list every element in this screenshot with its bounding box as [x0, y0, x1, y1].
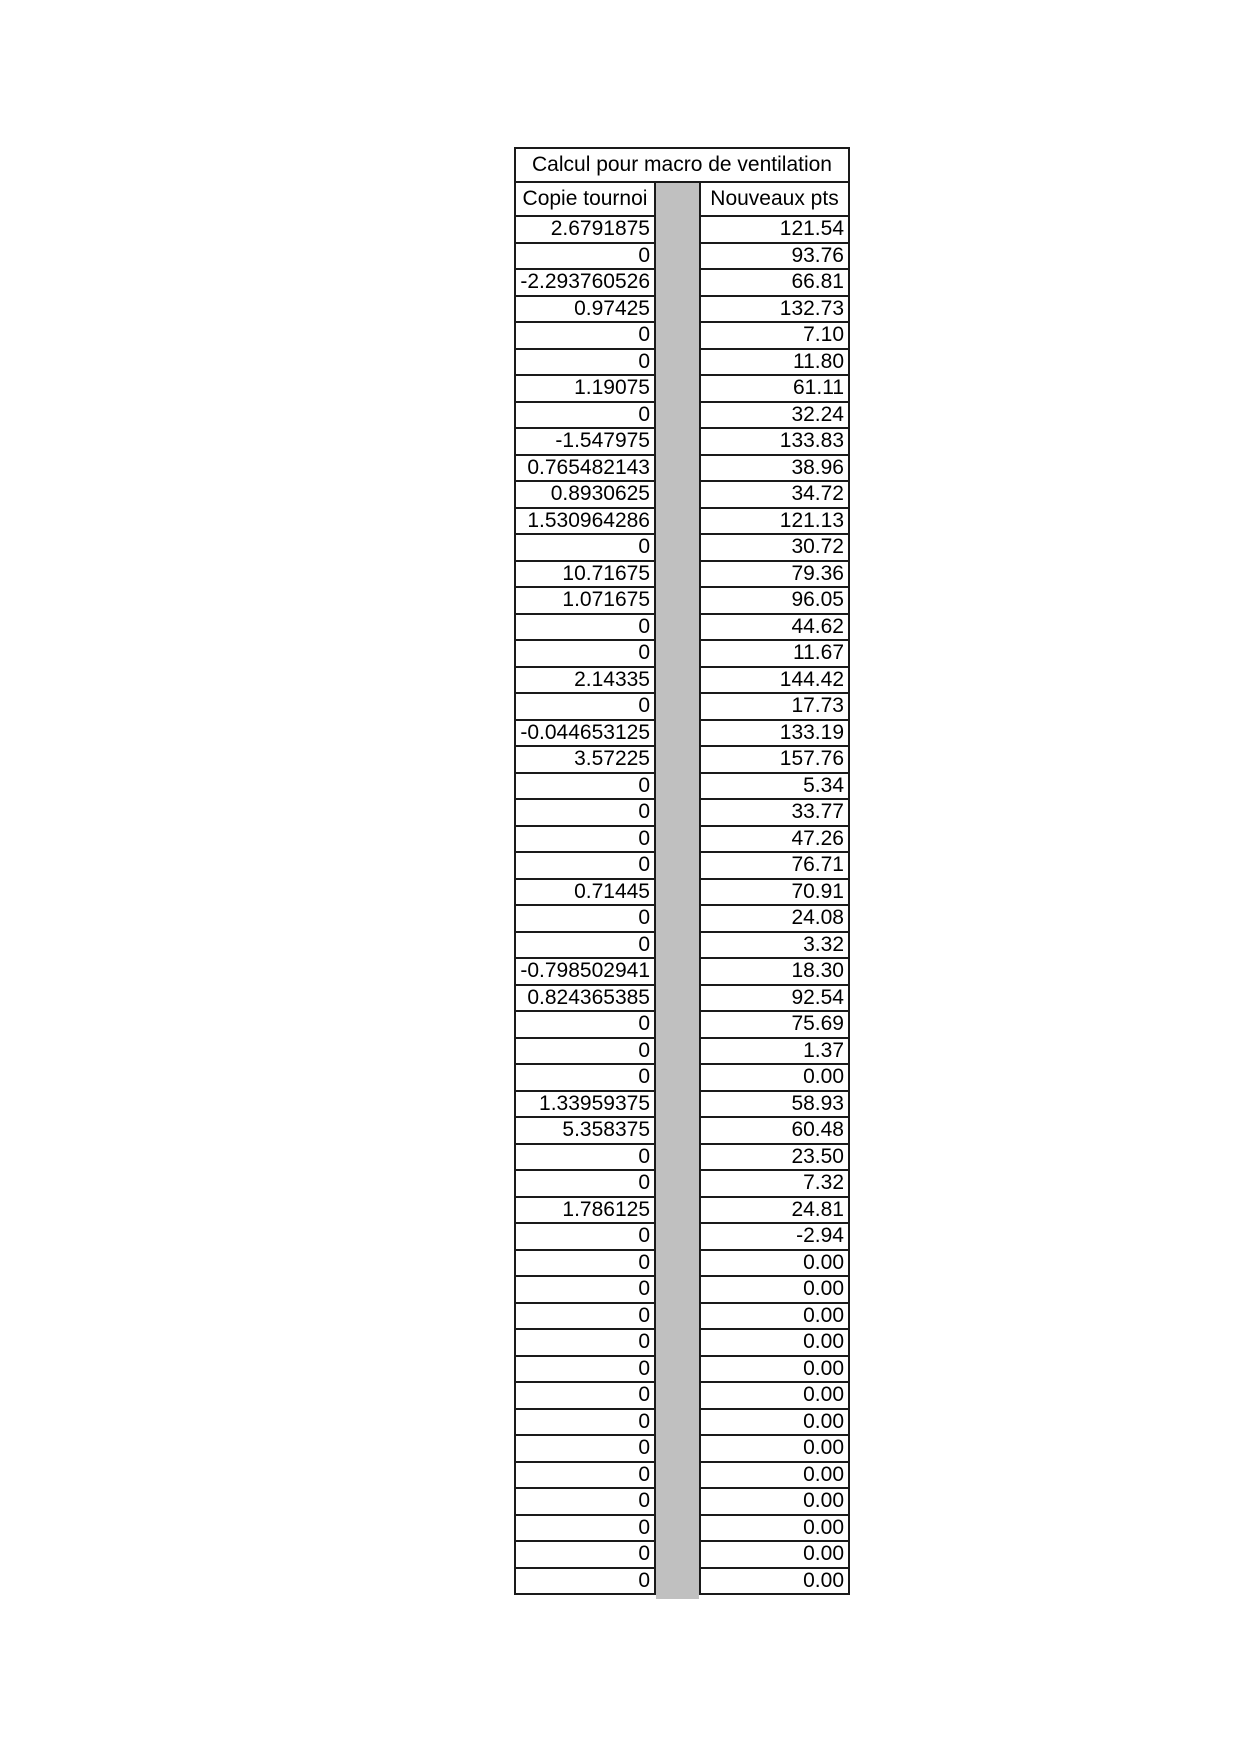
left-value-cell: 0: [516, 1171, 654, 1198]
right-value-cell: 24.08: [701, 906, 848, 933]
left-value-cell: 0: [516, 1251, 654, 1278]
left-value-cell: -1.547975: [516, 429, 654, 456]
left-value-cell: 0: [516, 1145, 654, 1172]
left-value-cell: 2.14335: [516, 668, 654, 695]
right-value-cell: 144.42: [701, 668, 848, 695]
right-value-cell: 92.54: [701, 986, 848, 1013]
right-value-cell: 133.19: [701, 721, 848, 748]
left-value-cell: 0: [516, 1224, 654, 1251]
left-value-cell: -0.044653125: [516, 721, 654, 748]
left-value-cell: 0: [516, 1383, 654, 1410]
left-value-cell: 0: [516, 350, 654, 377]
right-value-cell: 0.00: [701, 1463, 848, 1490]
left-value-cell: 0: [516, 694, 654, 721]
left-value-cell: 0: [516, 1065, 654, 1092]
right-value-cell: 70.91: [701, 880, 848, 907]
right-value-cell: 0.00: [701, 1410, 848, 1437]
right-value-cell: 32.24: [701, 403, 848, 430]
right-value-cell: 5.34: [701, 774, 848, 801]
left-value-cell: 3.57225: [516, 747, 654, 774]
right-value-cell: 58.93: [701, 1092, 848, 1119]
left-value-cell: 0: [516, 1277, 654, 1304]
left-value-cell: 0: [516, 244, 654, 271]
right-value-cell: 61.11: [701, 376, 848, 403]
right-value-cell: 33.77: [701, 800, 848, 827]
right-value-cell: 7.32: [701, 1171, 848, 1198]
left-value-cell: 1.33959375: [516, 1092, 654, 1119]
nouveaux-pts-column: [699, 181, 850, 1595]
left-value-cell: 1.530964286: [516, 509, 654, 536]
right-value-cell: 60.48: [701, 1118, 848, 1145]
right-value-cell: -2.94: [701, 1224, 848, 1251]
right-value-cell: 0.00: [701, 1516, 848, 1543]
left-value-cell: 0: [516, 403, 654, 430]
right-value-cell: 18.30: [701, 959, 848, 986]
table-columns: [514, 181, 850, 1595]
ventilation-table: [514, 147, 850, 1595]
right-value-cell: 79.36: [701, 562, 848, 589]
left-value-cell: 0: [516, 1039, 654, 1066]
left-column-header: Copie tournoi: [516, 183, 654, 217]
right-value-cell: 132.73: [701, 297, 848, 324]
right-value-cell: 0.00: [701, 1277, 848, 1304]
right-value-cell: 0.00: [701, 1330, 848, 1357]
left-value-cell: 0: [516, 774, 654, 801]
left-value-cell: 0: [516, 906, 654, 933]
right-value-cell: 0.00: [701, 1383, 848, 1410]
left-value-cell: 0: [638, 1568, 650, 1592]
right-value-cell: 38.96: [701, 456, 848, 483]
right-value-cell: 30.72: [701, 535, 848, 562]
left-value-cell: 0.97425: [516, 297, 654, 324]
left-value-cell: 0: [516, 1516, 654, 1543]
left-value-cell: 0.824365385: [516, 986, 654, 1013]
separator-column: [656, 181, 699, 1599]
left-value-cell: 5.358375: [516, 1118, 654, 1145]
copie-tournoi-column: [514, 181, 656, 1595]
right-value-cell: 133.83: [701, 429, 848, 456]
right-value-cell: 17.73: [701, 694, 848, 721]
right-value-cell: 23.50: [701, 1145, 848, 1172]
right-value-cell: 0.00: [701, 1542, 848, 1569]
left-value-cell: 0: [516, 800, 654, 827]
right-value-cell: 0.00: [701, 1304, 848, 1331]
right-value-cell: 11.80: [701, 350, 848, 377]
left-value-cell: 0: [516, 853, 654, 880]
right-value-cell: 1.37: [701, 1039, 848, 1066]
left-value-cell: 0.765482143: [516, 456, 654, 483]
right-column-header: Nouveaux pts: [701, 183, 848, 217]
right-value-cell: 0.00: [701, 1251, 848, 1278]
right-value-cell: 66.81: [701, 270, 848, 297]
right-value-cell: 24.81: [701, 1198, 848, 1225]
right-value-cell: 157.76: [701, 747, 848, 774]
left-value-cell: -2.293760526: [516, 270, 654, 297]
right-value-cell: 0.00: [803, 1568, 844, 1592]
right-value-cell: 0.00: [701, 1065, 848, 1092]
right-value-cell: 11.67: [701, 641, 848, 668]
left-value-cell: 0: [516, 1489, 654, 1516]
left-value-cell: -0.798502941: [516, 959, 654, 986]
left-value-cell: 0: [516, 1463, 654, 1490]
left-value-cell: 10.71675: [516, 562, 654, 589]
right-value-cell: 121.54: [701, 217, 848, 244]
right-value-cell: 96.05: [701, 588, 848, 615]
right-value-cell: 0.00: [701, 1436, 848, 1463]
right-value-cell: 0.00: [701, 1489, 848, 1516]
left-value-cell: 0: [516, 535, 654, 562]
right-value-cell: 34.72: [701, 482, 848, 509]
right-value-cell: 121.13: [701, 509, 848, 536]
right-value-cell: 93.76: [701, 244, 848, 271]
left-value-cell: 0.8930625: [516, 482, 654, 509]
left-value-cell: 0: [516, 827, 654, 854]
left-value-cell: 1.786125: [516, 1198, 654, 1225]
left-column-rows: [516, 217, 654, 1593]
left-value-cell: 0: [516, 933, 654, 960]
table-title: Calcul pour macro de ventilation: [514, 147, 850, 181]
left-value-cell: 0.71445: [516, 880, 654, 907]
left-value-cell: 0: [516, 1330, 654, 1357]
right-value-cell: 3.32: [701, 933, 848, 960]
left-value-cell: 0: [516, 615, 654, 642]
left-value-cell: 0: [516, 1357, 654, 1384]
left-value-cell: 0: [516, 1542, 654, 1569]
left-value-cell: 0: [516, 1410, 654, 1437]
left-value-cell: 0: [516, 1012, 654, 1039]
right-value-cell: 47.26: [701, 827, 848, 854]
left-value-cell: 1.19075: [516, 376, 654, 403]
right-value-cell: 75.69: [701, 1012, 848, 1039]
right-value-cell: 7.10: [701, 323, 848, 350]
right-column-rows: [701, 217, 848, 1593]
left-value-cell: 0: [516, 641, 654, 668]
left-value-cell: 2.6791875: [516, 217, 654, 244]
left-value-cell: 0: [516, 1436, 654, 1463]
right-value-cell: 44.62: [701, 615, 848, 642]
right-value-cell: 76.71: [701, 853, 848, 880]
left-value-cell: 0: [516, 1304, 654, 1331]
right-value-cell: 0.00: [701, 1357, 848, 1384]
left-value-cell: 0: [516, 323, 654, 350]
left-value-cell: 1.071675: [516, 588, 654, 615]
